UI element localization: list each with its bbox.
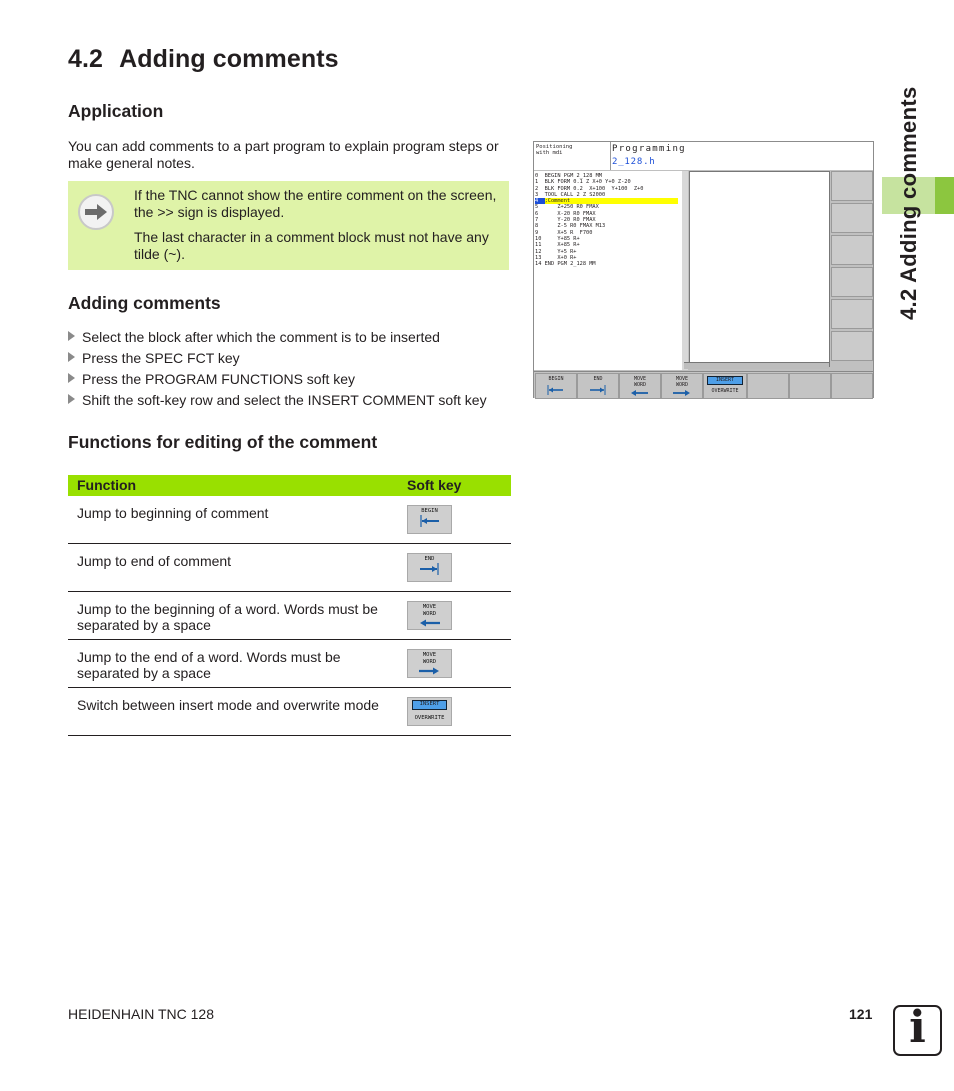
adding-heading: Adding comments: [68, 293, 221, 313]
program-line[interactable]: 5 Z+250 R0 FMAX: [535, 204, 599, 211]
program-line[interactable]: 1 BLK FORM 0.1 Z X+0 Y+0 Z-20: [535, 179, 631, 186]
function-cell: Jump to end of comment: [77, 553, 232, 569]
begin-softkey[interactable]: BEGIN: [407, 505, 452, 534]
screen-softkey-move-word-right[interactable]: MOVE WORD: [661, 373, 703, 399]
graphic-pane: [689, 171, 830, 367]
page-number: 121: [849, 1006, 873, 1022]
file-name: 2_128.h: [612, 157, 656, 167]
vertical-softkey[interactable]: [831, 235, 873, 265]
program-line[interactable]: 2 BLK FORM 0.2 X+100 Y+100 Z+0: [535, 185, 644, 192]
arrow-right-icon: [78, 194, 114, 230]
list-item: Shift the soft-key row and select the INSERT COMMENT soft key: [68, 392, 487, 413]
column-header-softkey: Soft key: [407, 477, 462, 493]
program-line[interactable]: 3 TOOL CALL 2 Z S2000: [535, 191, 606, 198]
note-box: [68, 181, 509, 270]
note-line-1: If the TNC cannot show the entire comment on the screen, the >> sign is displayed.: [134, 187, 497, 220]
note-line-2: The last character in a comment block must not have any tilde (~).: [134, 229, 489, 262]
arrow-left-icon: [620, 374, 660, 398]
program-line[interactable]: 4 ;Comment: [535, 198, 678, 204]
function-cell: Switch between insert mode and overwrite mode: [77, 697, 379, 713]
info-icon: i: [893, 1005, 942, 1056]
softkey-row: [534, 371, 873, 398]
table-row: [68, 496, 511, 544]
bullet-triangle-icon: [68, 373, 75, 383]
tnc-screen: [533, 141, 874, 398]
arrow-left-icon: [407, 601, 452, 630]
end-softkey[interactable]: END: [407, 553, 452, 582]
arrow-left-bar-icon: [407, 505, 452, 534]
list-item: Press the SPEC FCT key: [68, 350, 487, 371]
page-title: [68, 45, 339, 74]
table-row: [68, 640, 511, 688]
vertical-softkey-bar: [831, 171, 873, 369]
arrow-right-bar-icon: [407, 553, 452, 582]
screen-softkey-empty[interactable]: [747, 373, 789, 399]
arrow-right-icon: [407, 649, 452, 678]
function-cell: Jump to beginning of comment: [77, 505, 269, 521]
move-word-right-softkey[interactable]: MOVE WORD: [407, 649, 452, 678]
program-line[interactable]: 0 BEGIN PGM 2_128 MM: [535, 173, 602, 179]
functions-heading: Functions for editing of the comment: [68, 432, 378, 452]
program-line[interactable]: 12 Y+5 R+: [535, 248, 577, 255]
program-line[interactable]: 8 Z-5 R0 FMAX M13: [535, 223, 606, 230]
vertical-softkey[interactable]: [831, 171, 873, 201]
table-row: [68, 592, 511, 640]
mode-title: Programming: [612, 144, 686, 154]
program-line[interactable]: 6 X-20 R0 FMAX: [535, 210, 596, 217]
vertical-softkey[interactable]: [831, 299, 873, 329]
steps-list: [68, 329, 487, 413]
vertical-softkey[interactable]: [831, 331, 873, 361]
functions-table: [68, 475, 511, 736]
screen-softkey-empty[interactable]: [789, 373, 831, 399]
insert-overwrite-softkey[interactable]: INSERT OVERWRITE: [407, 697, 452, 726]
list-item: Press the PROGRAM FUNCTIONS soft key: [68, 371, 487, 392]
program-line[interactable]: 10 Y+85 R+: [535, 235, 580, 242]
horizontal-scrollbar[interactable]: [684, 362, 829, 369]
arrow-left-bar-icon: [536, 374, 576, 398]
table-row: [68, 688, 511, 736]
vertical-softkey[interactable]: [831, 267, 873, 297]
scrollbar[interactable]: [682, 171, 688, 370]
screen-softkey-empty[interactable]: [831, 373, 873, 399]
screen-softkey-insert-overwrite[interactable]: INSERT OVERWRITE: [703, 373, 747, 399]
section-number: 4.2: [68, 45, 104, 73]
screen-softkey-move-word-left[interactable]: MOVE WORD: [619, 373, 661, 399]
function-cell: Jump to the end of a word. Words must be separated by a space: [77, 649, 341, 681]
list-item: Select the block after which the comment is to be inserted: [68, 329, 487, 350]
bullet-triangle-icon: [68, 331, 75, 341]
program-line[interactable]: 14 END PGM 2_128 MM: [535, 261, 596, 268]
move-word-left-softkey[interactable]: MOVE WORD: [407, 601, 452, 630]
screen-softkey-end[interactable]: END: [577, 373, 619, 399]
program-line[interactable]: 13 X+0 R+: [535, 254, 577, 261]
side-tab: [935, 177, 954, 214]
bullet-triangle-icon: [68, 352, 75, 362]
function-cell: Jump to the beginning of a word. Words must be separated by a space: [77, 601, 378, 633]
section-title: Adding comments: [119, 45, 339, 73]
program-listing: [534, 171, 686, 370]
screen-header: [611, 142, 873, 170]
column-header-function: Function: [77, 477, 137, 493]
side-chapter-label: 4.2 Adding comments: [896, 86, 921, 320]
program-line[interactable]: 7 Y-20 R0 FMAX: [535, 217, 596, 224]
arrow-right-icon: [662, 374, 702, 398]
application-heading: Application: [68, 101, 164, 121]
screen-softkey-begin[interactable]: BEGIN: [535, 373, 577, 399]
mode-small-label: Positioning with mdi: [534, 142, 611, 170]
arrow-right-bar-icon: [578, 374, 618, 398]
table-row: [68, 544, 511, 592]
program-line[interactable]: 11 X+85 R+: [535, 242, 580, 249]
program-line[interactable]: 9 X+5 R F700: [535, 229, 593, 236]
table-header: [68, 475, 511, 496]
application-paragraph: You can add comments to a part program to explain program steps or make general notes.: [68, 138, 499, 171]
vertical-softkey[interactable]: [831, 203, 873, 233]
footer-product: HEIDENHAIN TNC 128: [68, 1006, 215, 1022]
bullet-triangle-icon: [68, 394, 75, 404]
